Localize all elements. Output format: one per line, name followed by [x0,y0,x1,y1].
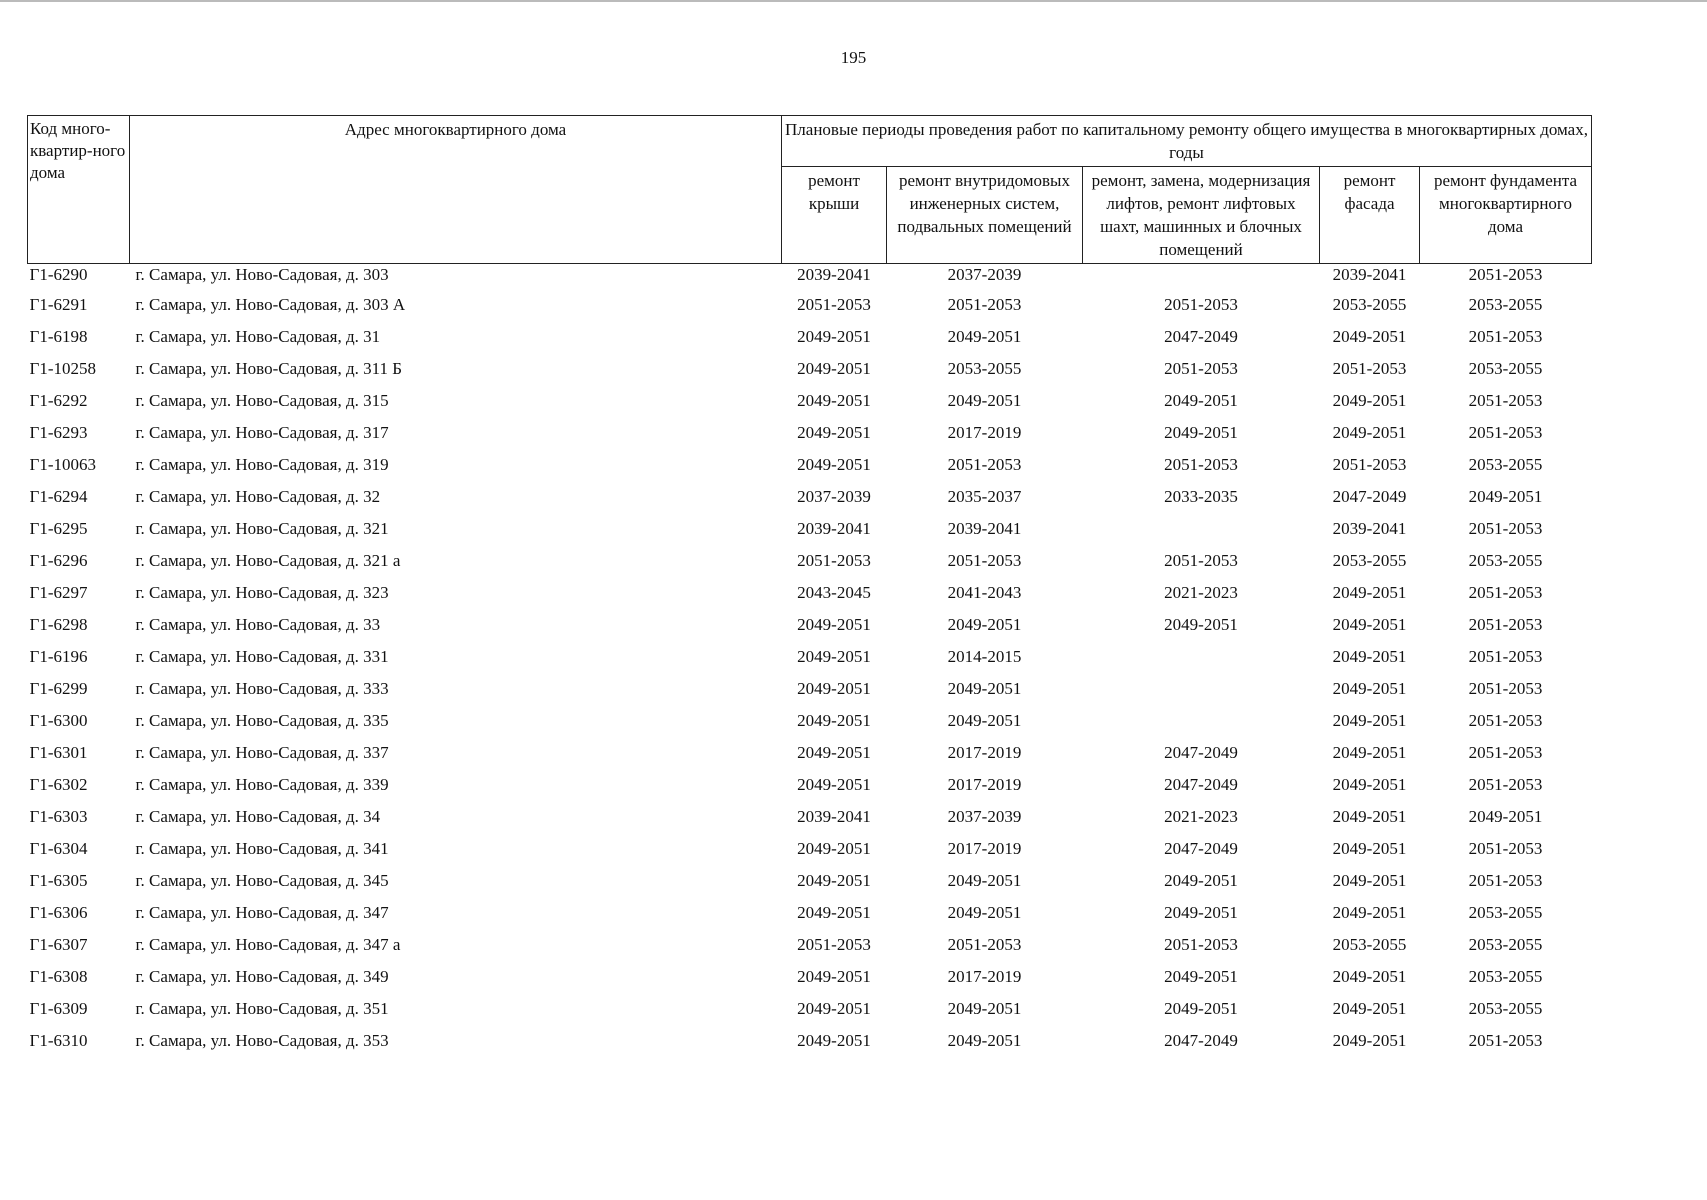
cell-address: г. Самара, ул. Ново-Садовая, д. 345 [135,871,389,890]
cell-foundation: 2051-2053 [1468,839,1543,858]
cell-facade: 2049-2051 [1332,743,1407,762]
cell-lifts: 2047-2049 [1164,743,1238,762]
cell-foundation: 2053-2055 [1468,359,1543,378]
cell-code: Г1-6295 [29,519,88,538]
cell-code: Г1-6310 [29,1031,88,1050]
header-lifts: ремонт, замена, модернизация лифтов, ремонт лифтовых шахт, машинных и блочных помещений [1083,167,1320,264]
cell-lifts: 2021-2023 [1164,807,1238,826]
cell-code: Г1-6305 [29,871,88,890]
cell-address: г. Самара, ул. Ново-Садовая, д. 303 А [135,295,406,314]
cell-address: г. Самара, ул. Ново-Садовая, д. 317 [135,423,389,442]
cell-code: Г1-6308 [29,967,88,986]
cell-code: Г1-6298 [29,615,88,634]
cell-foundation: 2053-2055 [1468,903,1543,922]
cell-code: Г1-6293 [29,423,88,442]
cell-roof: 2051-2053 [797,935,871,954]
cell-facade: 2053-2055 [1332,295,1407,314]
cell-address: г. Самара, ул. Ново-Садовая, д. 347 а [135,935,401,954]
cell-engineering: 2041-2043 [947,583,1022,602]
cell-engineering: 2039-2041 [947,519,1022,538]
cell-engineering: 2035-2037 [947,487,1022,506]
cell-code: Г1-6303 [29,807,88,826]
cell-lifts: 2049-2051 [1164,967,1238,986]
cell-roof: 2049-2051 [797,839,871,858]
cell-code: Г1-6301 [29,743,88,762]
cell-facade: 2051-2053 [1332,359,1407,378]
cell-lifts: 2047-2049 [1164,775,1238,794]
cell-foundation: 2051-2053 [1468,711,1543,730]
cell-lifts [1083,513,1320,545]
cell-code: Г1-10063 [29,455,96,474]
cell-roof: 2049-2051 [797,999,871,1018]
table-row [28,417,1592,449]
cell-roof: 2049-2051 [797,967,871,986]
cell-roof: 2051-2053 [797,551,871,570]
cell-foundation: 2051-2053 [1468,583,1543,602]
table-row [28,801,1592,833]
cell-roof: 2037-2039 [797,487,871,506]
cell-facade: 2049-2051 [1332,679,1407,698]
cell-lifts: 2051-2053 [1164,359,1238,378]
cell-roof: 2049-2051 [797,391,871,410]
cell-address: г. Самара, ул. Ново-Садовая, д. 353 [135,1031,389,1050]
cell-lifts: 2051-2053 [1164,455,1238,474]
cell-lifts: 2047-2049 [1164,839,1238,858]
header-planned-periods: Плановые периоды проведения работ по капитальному ремонту общего имущества в многоквартирных домах, годы [782,116,1592,167]
cell-engineering: 2017-2019 [947,743,1022,762]
cell-address: г. Самара, ул. Ново-Садовая, д. 339 [135,775,389,794]
cell-roof: 2039-2041 [797,265,871,284]
cell-engineering: 2053-2055 [947,359,1022,378]
cell-roof: 2049-2051 [797,903,871,922]
cell-roof: 2049-2051 [797,615,871,634]
cell-roof: 2049-2051 [797,647,871,666]
cell-lifts: 2049-2051 [1164,391,1238,410]
cell-lifts: 2049-2051 [1164,903,1238,922]
cell-code: Г1-6198 [29,327,88,346]
cell-code: Г1-6294 [29,487,88,506]
cell-lifts [1083,673,1320,705]
cell-engineering: 2049-2051 [947,711,1022,730]
table-row [28,385,1592,417]
cell-lifts: 2051-2053 [1164,935,1238,954]
cell-code: Г1-6309 [29,999,88,1018]
cell-lifts: 2051-2053 [1164,551,1238,570]
cell-address: г. Самара, ул. Ново-Садовая, д. 349 [135,967,389,986]
cell-lifts: 2033-2035 [1164,487,1238,506]
cell-address: г. Самара, ул. Ново-Садовая, д. 31 [135,327,381,346]
cell-facade: 2039-2041 [1332,265,1407,284]
cell-roof: 2049-2051 [797,327,871,346]
cell-foundation: 2053-2055 [1468,999,1543,1018]
cell-facade: 2053-2055 [1332,551,1407,570]
table-row [28,993,1592,1025]
table-row [28,321,1592,353]
table-row [28,289,1592,321]
cell-engineering: 2049-2051 [947,903,1022,922]
cell-address: г. Самара, ул. Ново-Садовая, д. 351 [135,999,389,1018]
cell-code: Г1-6300 [29,711,88,730]
cell-code: Г1-6290 [29,265,88,284]
cell-engineering: 2051-2053 [947,295,1022,314]
cell-address: г. Самара, ул. Ново-Садовая, д. 319 [135,455,389,474]
table-row [28,641,1592,673]
cell-address: г. Самара, ул. Ново-Садовая, д. 303 [135,265,389,284]
cell-facade: 2049-2051 [1332,903,1407,922]
cell-code: Г1-6302 [29,775,88,794]
cell-facade: 2049-2051 [1332,583,1407,602]
table-row [28,1025,1592,1057]
cell-code: Г1-6297 [29,583,88,602]
table-row [28,769,1592,801]
cell-lifts [1083,264,1320,290]
cell-engineering: 2049-2051 [947,871,1022,890]
cell-foundation: 2053-2055 [1468,935,1543,954]
cell-lifts: 2021-2023 [1164,583,1238,602]
cell-foundation: 2051-2053 [1468,679,1543,698]
cell-address: г. Самара, ул. Ново-Садовая, д. 311 Б [135,359,402,378]
cell-foundation: 2053-2055 [1468,455,1543,474]
cell-foundation: 2053-2055 [1468,551,1543,570]
cell-roof: 2049-2051 [797,423,871,442]
cell-facade: 2049-2051 [1332,615,1407,634]
cell-engineering: 2049-2051 [947,679,1022,698]
cell-engineering: 2017-2019 [947,423,1022,442]
cell-engineering: 2049-2051 [947,615,1022,634]
cell-address: г. Самара, ул. Ново-Садовая, д. 331 [135,647,389,666]
cell-engineering: 2014-2015 [947,647,1022,666]
cell-foundation: 2051-2053 [1468,391,1543,410]
cell-roof: 2049-2051 [797,455,871,474]
cell-lifts: 2049-2051 [1164,871,1238,890]
cell-facade: 2049-2051 [1332,1031,1407,1050]
table-row [28,264,1592,290]
cell-foundation: 2051-2053 [1468,743,1543,762]
cell-roof: 2043-2045 [797,583,871,602]
top-edge-line [0,0,1707,2]
cell-roof: 2039-2041 [797,807,871,826]
cell-facade: 2049-2051 [1332,967,1407,986]
cell-address: г. Самара, ул. Ново-Садовая, д. 321 [135,519,389,538]
cell-lifts [1083,641,1320,673]
cell-engineering: 2049-2051 [947,1031,1022,1050]
table-row [28,833,1592,865]
cell-code: Г1-6299 [29,679,88,698]
cell-roof: 2049-2051 [797,775,871,794]
cell-roof: 2049-2051 [797,359,871,378]
cell-foundation: 2051-2053 [1468,423,1543,442]
cell-code: Г1-6304 [29,839,88,858]
cell-lifts: 2051-2053 [1164,295,1238,314]
cell-facade: 2049-2051 [1332,775,1407,794]
cell-foundation: 2053-2055 [1468,967,1543,986]
cell-foundation: 2051-2053 [1468,871,1543,890]
cell-facade: 2053-2055 [1332,935,1407,954]
cell-code: Г1-6291 [29,295,88,314]
cell-facade: 2049-2051 [1332,871,1407,890]
cell-code: Г1-6307 [29,935,88,954]
cell-foundation: 2049-2051 [1468,487,1543,506]
cell-engineering: 2049-2051 [947,327,1022,346]
table-row [28,673,1592,705]
cell-foundation: 2049-2051 [1468,807,1543,826]
cell-engineering: 2037-2039 [947,265,1022,284]
cell-code: Г1-6296 [29,551,88,570]
cell-code: Г1-6292 [29,391,88,410]
table-row [28,865,1592,897]
cell-roof: 2049-2051 [797,743,871,762]
cell-foundation: 2053-2055 [1468,295,1543,314]
cell-address: г. Самара, ул. Ново-Садовая, д. 341 [135,839,389,858]
table-header [28,116,1592,264]
table-row [28,577,1592,609]
cell-address: г. Самара, ул. Ново-Садовая, д. 321 а [135,551,401,570]
cell-address: г. Самара, ул. Ново-Садовая, д. 32 [135,487,381,506]
cell-lifts: 2049-2051 [1164,423,1238,442]
table-row [28,353,1592,385]
cell-lifts: 2047-2049 [1164,327,1238,346]
cell-roof: 2051-2053 [797,295,871,314]
cell-facade: 2049-2051 [1332,839,1407,858]
cell-facade: 2049-2051 [1332,999,1407,1018]
table-row [28,481,1592,513]
cell-address: г. Самара, ул. Ново-Садовая, д. 333 [135,679,389,698]
cell-code: Г1-10258 [29,359,96,378]
cell-engineering: 2049-2051 [947,999,1022,1018]
cell-engineering: 2049-2051 [947,391,1022,410]
cell-lifts: 2049-2051 [1164,999,1238,1018]
cell-lifts [1083,705,1320,737]
cell-engineering: 2051-2053 [947,455,1022,474]
cell-code: Г1-6196 [29,647,88,666]
page-number: 195 [840,48,867,67]
header-engineering: ремонт внутридомовых инженерных систем, подвальных помещений [887,167,1083,264]
cell-foundation: 2051-2053 [1468,615,1543,634]
capital-repair-table [27,115,1592,1057]
cell-foundation: 2051-2053 [1468,327,1543,346]
cell-roof: 2039-2041 [797,519,871,538]
table-row [28,609,1592,641]
cell-foundation: 2051-2053 [1468,775,1543,794]
cell-engineering: 2037-2039 [947,807,1022,826]
table-row [28,705,1592,737]
cell-roof: 2049-2051 [797,871,871,890]
cell-roof: 2049-2051 [797,1031,871,1050]
header-roof: ремонт крыши [782,167,887,264]
header-code: Код много-квартир-ного дома [28,116,130,264]
cell-foundation: 2051-2053 [1468,265,1543,284]
table-body [28,264,1592,1058]
cell-engineering: 2051-2053 [947,551,1022,570]
cell-lifts: 2047-2049 [1164,1031,1238,1050]
header-facade: ремонт фасада [1320,167,1420,264]
cell-roof: 2049-2051 [797,711,871,730]
header-foundation: ремонт фундамента многоквартирного дома [1420,167,1592,264]
cell-address: г. Самара, ул. Ново-Садовая, д. 33 [135,615,381,634]
table-row [28,737,1592,769]
cell-foundation: 2051-2053 [1468,519,1543,538]
cell-facade: 2047-2049 [1332,487,1407,506]
cell-engineering: 2017-2019 [947,839,1022,858]
cell-engineering: 2017-2019 [947,775,1022,794]
cell-code: Г1-6306 [29,903,88,922]
cell-address: г. Самара, ул. Ново-Садовая, д. 337 [135,743,389,762]
cell-lifts: 2049-2051 [1164,615,1238,634]
cell-address: г. Самара, ул. Ново-Садовая, д. 335 [135,711,389,730]
table-row [28,929,1592,961]
cell-facade: 2049-2051 [1332,711,1407,730]
table-row [28,449,1592,481]
cell-facade: 2051-2053 [1332,455,1407,474]
cell-address: г. Самара, ул. Ново-Садовая, д. 34 [135,807,381,826]
cell-address: г. Самара, ул. Ново-Садовая, д. 323 [135,583,389,602]
cell-facade: 2049-2051 [1332,423,1407,442]
cell-facade: 2049-2051 [1332,807,1407,826]
cell-engineering: 2017-2019 [947,967,1022,986]
table-row [28,513,1592,545]
cell-facade: 2049-2051 [1332,647,1407,666]
cell-foundation: 2051-2053 [1468,1031,1543,1050]
header-address: Адрес многоквартирного дома [130,116,782,264]
cell-facade: 2039-2041 [1332,519,1407,538]
cell-facade: 2049-2051 [1332,391,1407,410]
cell-address: г. Самара, ул. Ново-Садовая, д. 347 [135,903,389,922]
table-row [28,545,1592,577]
table-row [28,897,1592,929]
cell-roof: 2049-2051 [797,679,871,698]
cell-facade: 2049-2051 [1332,327,1407,346]
cell-foundation: 2051-2053 [1468,647,1543,666]
table-row [28,961,1592,993]
cell-address: г. Самара, ул. Ново-Садовая, д. 315 [135,391,389,410]
cell-engineering: 2051-2053 [947,935,1022,954]
